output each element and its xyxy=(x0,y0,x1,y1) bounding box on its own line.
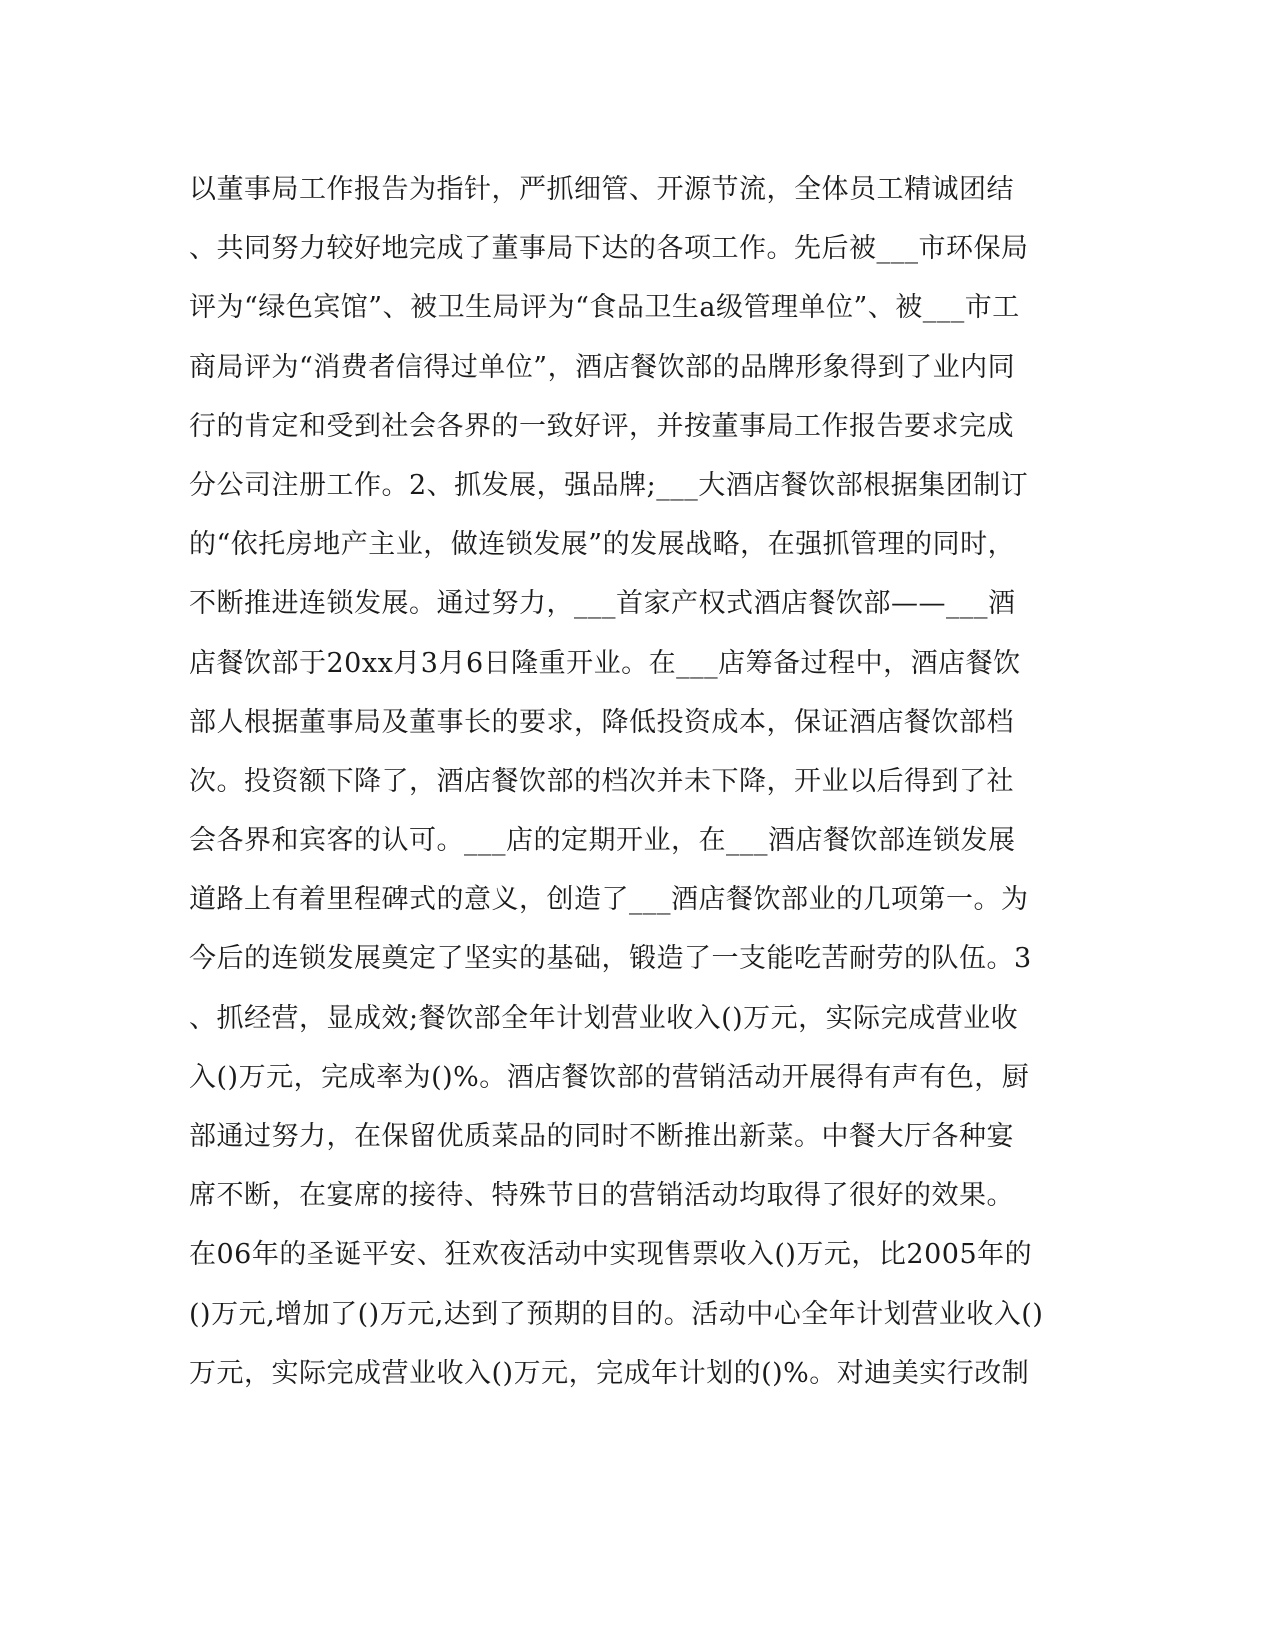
text-line: 会各界和宾客的认可。___店的定期开业，在___酒店餐饮部连锁发展 xyxy=(189,825,1016,857)
text-line: 部通过努力，在保留优质菜品的同时不断推出新菜。中餐大厅各种宴 xyxy=(189,1121,1014,1152)
text-line: 评为“绿色宾馆”、被卫生局评为“食品卫生a级管理单位”、被___市工 xyxy=(189,292,1020,324)
text-line: 的“依托房地产主业，做连锁发展”的发展战略，在强抓管理的同时， xyxy=(189,529,1016,561)
text-line: 、抓经营，显成效;餐饮部全年计划营业收入()万元，实际完成营业收 xyxy=(189,1002,1019,1034)
text-line: 入()万元，完成率为()%。酒店餐饮部的营销活动开展得有声有色，厨 xyxy=(189,1061,1030,1093)
text-line: 分公司注册工作。2、抓发展，强品牌;___大酒店餐饮部根据集团制订 xyxy=(189,469,1029,501)
text-line: 行的肯定和受到社会各界的一致好评，并按董事局工作报告要求完成 xyxy=(189,410,1014,442)
text-line: 今后的连锁发展奠定了坚实的基础，锻造了一支能吃苦耐劳的队伍。3 xyxy=(189,943,1032,975)
text-line: 以董事局工作报告为指针，严抓细管、开源节流，全体员工精诚团结 xyxy=(189,174,1014,205)
text-line: 万元，实际完成营业收入()万元，完成年计划的()%。对迪美实行改制 xyxy=(189,1357,1030,1389)
text-line: 部人根据董事局及董事长的要求，降低投资成本，保证酒店餐饮部档 xyxy=(189,706,1014,738)
body-text xyxy=(189,160,1089,1403)
text-line: 在06年的圣诞平安、狂欢夜活动中实现售票收入()万元，比2005年的 xyxy=(189,1239,1033,1271)
text-line: ()万元,增加了()万元,达到了预期的目的。活动中心全年计划营业收入() xyxy=(189,1298,1044,1330)
text-line: 次。投资额下降了，酒店餐饮部的档次并未下降，开业以后得到了社 xyxy=(189,765,1014,797)
text-line: 店餐饮部于20xx月3月6日隆重开业。在___店筹备过程中，酒店餐饮 xyxy=(189,647,1021,679)
text-line: 席不断，在宴席的接待、特殊节日的营销活动均取得了很好的效果。 xyxy=(189,1180,1014,1212)
text-line: 不断推进连锁发展。通过努力，___首家产权式酒店餐饮部——___酒 xyxy=(189,588,1016,620)
text-line: 道路上有着里程碑式的意义，创造了___酒店餐饮部业的几项第一。为 xyxy=(189,884,1029,916)
text-line: 商局评为“消费者信得过单位”，酒店餐饮部的品牌形象得到了业内同 xyxy=(189,351,1016,383)
text-line: 、共同努力较好地完成了董事局下达的各项工作。先后被___市环保局 xyxy=(189,233,1029,265)
